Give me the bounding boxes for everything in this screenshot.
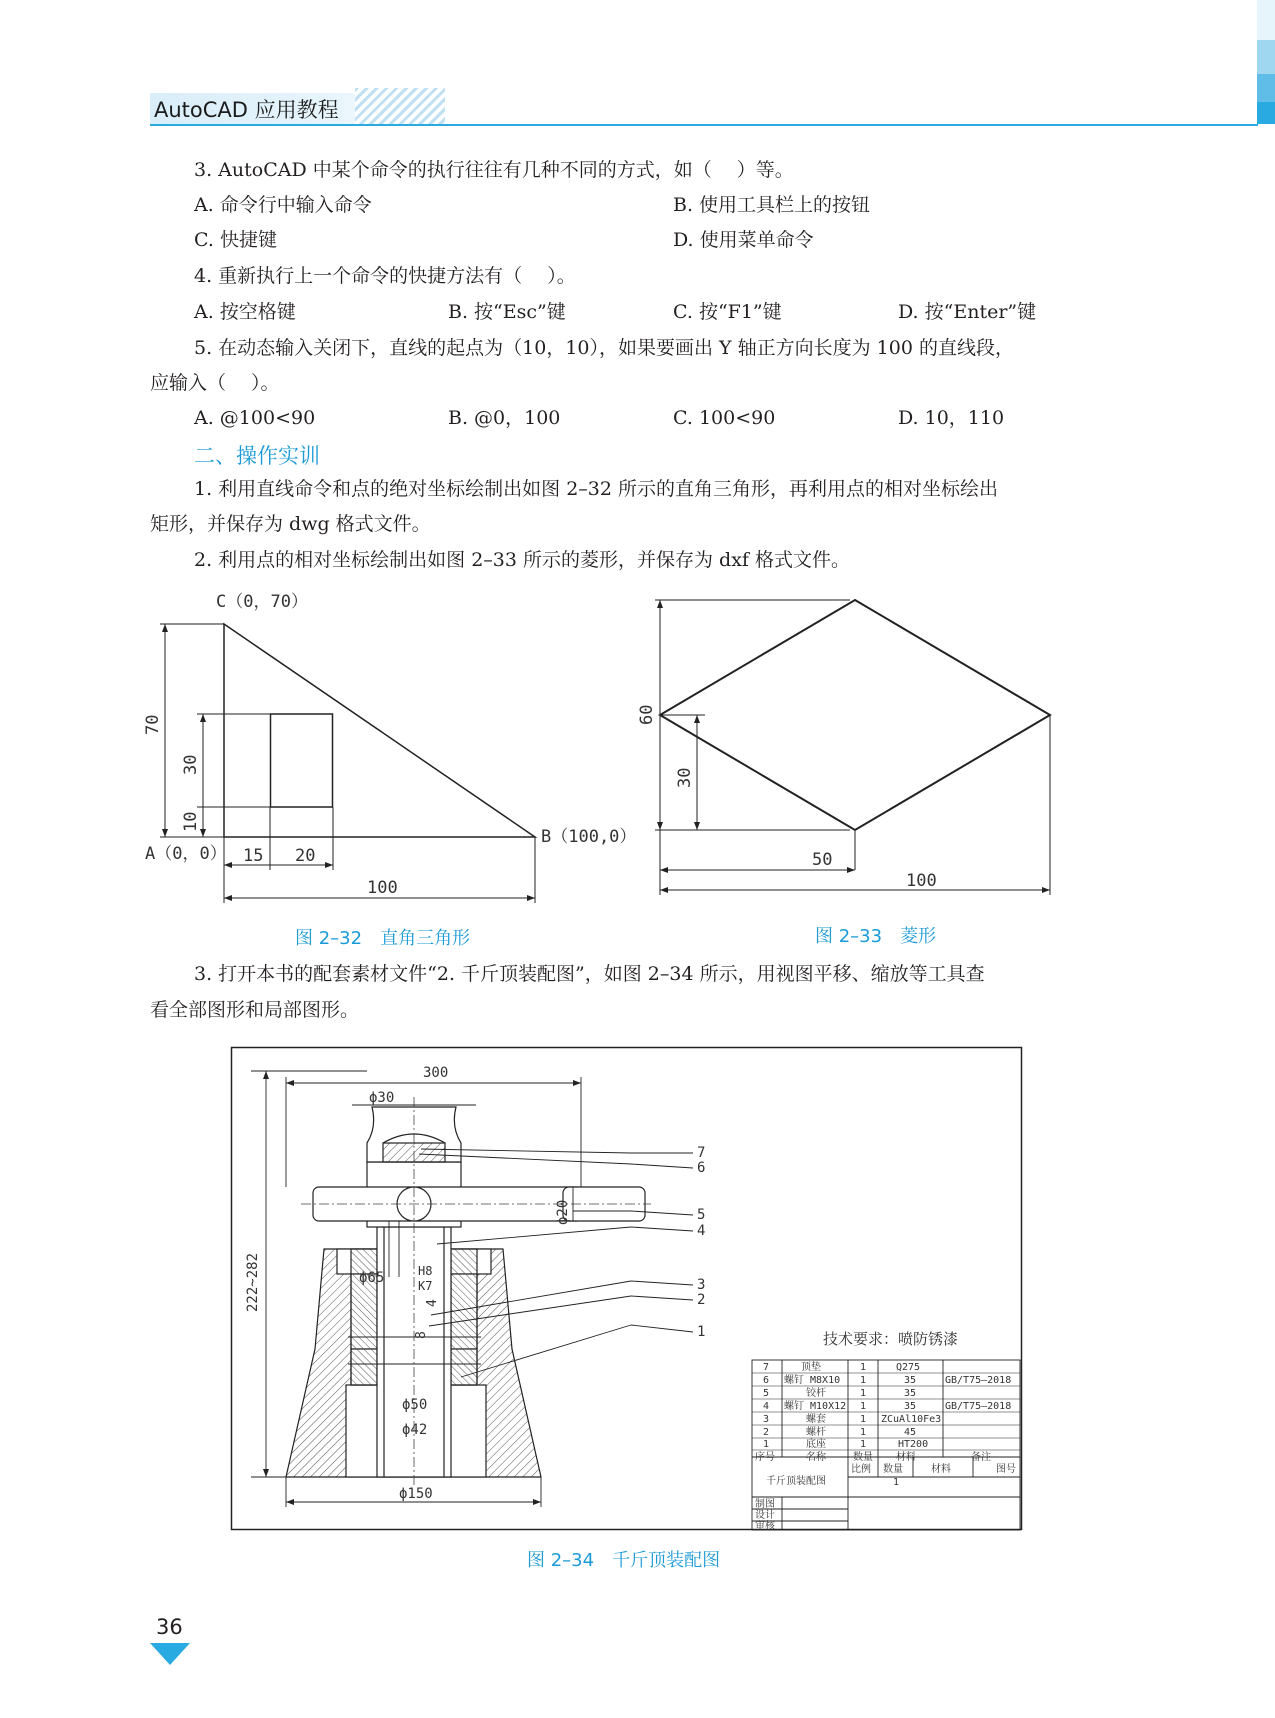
- title-quantity: 数量: [883, 1464, 903, 1475]
- task3-line2: 看全部图形和局部图形。: [150, 999, 360, 1021]
- dim-phi42-label: ϕ42: [402, 1422, 428, 1438]
- part-7-name: 顶垫: [801, 1362, 821, 1373]
- header-no: 序号: [755, 1452, 775, 1463]
- dim-100-label-rhombus: 100: [906, 871, 937, 891]
- fig-2-32-drawing: [140, 585, 637, 905]
- point-a-label: A（0，0）: [145, 844, 227, 864]
- dim-phi30-label: ϕ30: [369, 1090, 395, 1106]
- title-design: 设计: [755, 1510, 775, 1521]
- part-1-name: 底座: [806, 1439, 826, 1450]
- part-4-no: 4: [763, 1401, 770, 1412]
- side-tab-darkest: [1257, 102, 1275, 124]
- dim-300-label: 300: [423, 1065, 449, 1081]
- header-qty: 数量: [853, 1452, 873, 1463]
- q5-option-d: D. 10，110: [898, 407, 1005, 429]
- header-name: 名称: [806, 1452, 826, 1463]
- fig-2-33-dimensions: [630, 585, 1090, 905]
- q3-option-d: D. 使用菜单命令: [673, 229, 814, 251]
- dim-30-label-rhombus: 30: [675, 767, 695, 788]
- point-b-label: B（100,0）: [541, 827, 637, 847]
- part-6-note: GB/T75–2018: [945, 1375, 1012, 1386]
- header-note: 备注: [971, 1452, 991, 1463]
- q5-stem-line1: 5. 在动态输入关闭下，直线的起点为（10，10），如果要画出 Y 轴正方向长度为 100 的直线段，: [194, 337, 1014, 359]
- rectangle-shape: [271, 714, 333, 807]
- page-number: 36: [156, 1615, 183, 1639]
- dim-phi50-label: ϕ50: [402, 1397, 428, 1413]
- dim-20-label: 20: [295, 846, 316, 866]
- q4-option-d: D. 按“Enter”键: [898, 301, 1037, 323]
- callout-2: 2: [697, 1292, 706, 1308]
- tech-requirement: 技术要求：喷防锈漆: [823, 1330, 959, 1348]
- title-drawing-no: 图号: [996, 1464, 1016, 1475]
- fig-2-34-caption: 图 2–34 千斤顶装配图: [527, 1550, 721, 1571]
- part-5-name: 铰杆: [806, 1388, 826, 1399]
- q5-option-c: C. 100<90: [673, 407, 776, 429]
- part-2-material: 45: [904, 1427, 917, 1438]
- part-1-qty: 1: [860, 1439, 867, 1450]
- q4-stem: 4. 重新执行上一个命令的快捷方法有（ ）。: [194, 265, 576, 287]
- callout-6: 6: [697, 1160, 706, 1176]
- part-4-note: GB/T75–2018: [945, 1401, 1012, 1412]
- part-4-qty: 1: [860, 1401, 867, 1412]
- header-title: AutoCAD 应用教程: [154, 98, 339, 122]
- dim-phi150-label: ϕ150: [399, 1486, 433, 1502]
- part-2-qty: 1: [860, 1427, 867, 1438]
- title-drawn: 制图: [755, 1499, 775, 1510]
- fig-2-34-drawing: [231, 1047, 1023, 1531]
- callout-5: 5: [697, 1207, 706, 1223]
- q3-option-c: C. 快捷键: [194, 229, 277, 251]
- fit-h8-label: H8: [418, 1264, 433, 1278]
- fit-k7-label: K7: [418, 1279, 433, 1293]
- fig-2-32-caption: 图 2–32 直角三角形: [295, 928, 471, 949]
- dim-60-label: 60: [637, 704, 657, 725]
- dim-phi20-label: ϕ20: [555, 1199, 571, 1225]
- dim-70-label: 70: [143, 714, 163, 735]
- fig-2-33-caption: 图 2–33 菱形: [815, 926, 937, 947]
- part-3-qty: 1: [860, 1414, 867, 1425]
- page-marker-triangle: [150, 1643, 190, 1665]
- q4-option-a: A. 按空格键: [194, 301, 296, 323]
- part-7-qty: 1: [860, 1362, 867, 1373]
- part-6-qty: 1: [860, 1375, 867, 1386]
- part-2-no: 2: [763, 1427, 770, 1438]
- dim-15-label: 15: [243, 846, 264, 866]
- parts-rows: [752, 1360, 1020, 1532]
- title-review: 审核: [755, 1521, 775, 1532]
- part-6-no: 6: [763, 1375, 770, 1386]
- task3-line1: 3. 打开本书的配套素材文件“2. 千斤顶装配图”，如图 2–34 所示，用视图平移、缩放等工具查: [194, 963, 985, 985]
- q3-option-b: B. 使用工具栏上的按钮: [673, 194, 871, 216]
- part-1-no: 1: [763, 1439, 770, 1450]
- q4-option-c: C. 按“F1”键: [673, 301, 782, 323]
- part-3-no: 3: [763, 1414, 770, 1425]
- dim-height-label: 222~282: [245, 1252, 261, 1312]
- part-4-name: 螺钉 M10X12: [784, 1401, 847, 1412]
- q3-stem: 3. AutoCAD 中某个命令的执行往往有几种不同的方式，如（ ）等。: [194, 159, 794, 181]
- dim-30-label: 30: [181, 754, 201, 775]
- part-1-material: HT200: [898, 1439, 929, 1450]
- part-3-material: ZCuAl10Fe3: [881, 1414, 942, 1425]
- header-material: 材料: [896, 1452, 916, 1463]
- callout-1: 1: [697, 1324, 706, 1340]
- callout-4: 4: [697, 1223, 706, 1239]
- header-rule: [150, 124, 1258, 126]
- q4-option-b: B. 按“Esc”键: [448, 301, 566, 323]
- task2-text: 2. 利用点的相对坐标绘制出如图 2–33 所示的菱形，并保存为 dxf 格式文件。: [194, 549, 851, 571]
- part-7-material: Q275: [896, 1362, 921, 1373]
- side-tab-mid: [1257, 40, 1275, 74]
- callout-7: 7: [697, 1145, 706, 1161]
- q5-stem-line2: 应输入（ ）。: [150, 372, 280, 394]
- q3-option-a: A. 命令行中输入命令: [194, 194, 372, 216]
- part-2-name: 螺杆: [806, 1427, 826, 1438]
- point-c-label: C（0，70）: [216, 592, 308, 612]
- title-drawing-name: 千斤顶装配图: [766, 1476, 826, 1487]
- title-quantity-value: 1: [893, 1477, 900, 1488]
- title-material: 材料: [931, 1464, 951, 1475]
- part-7-no: 7: [763, 1362, 770, 1373]
- dim-phi65-label: ϕ65: [359, 1270, 385, 1286]
- dim-50-label: 50: [812, 850, 833, 870]
- dim-8-label: 8: [414, 1331, 429, 1339]
- part-5-no: 5: [763, 1388, 770, 1399]
- side-tab-dark: [1257, 74, 1275, 102]
- part-3-name: 螺套: [806, 1414, 826, 1425]
- q5-option-b: B. @0，100: [448, 407, 561, 429]
- section-title: 二、操作实训: [194, 444, 320, 468]
- callout-3: 3: [697, 1277, 706, 1293]
- task1-line2: 矩形，并保存为 dwg 格式文件。: [150, 513, 431, 535]
- part-4-material: 35: [904, 1401, 917, 1412]
- dim-4-label: 4: [425, 1299, 440, 1307]
- title-scale: 比例: [851, 1464, 871, 1475]
- q5-option-a: A. @100<90: [194, 407, 316, 429]
- header-stripes: [355, 88, 445, 125]
- dim-10-label: 10: [181, 811, 201, 832]
- side-tab-light: [1257, 0, 1275, 40]
- dim-100-label: 100: [367, 878, 398, 898]
- task1-line1: 1. 利用直线命令和点的绝对坐标绘制出如图 2–32 所示的直角三角形，再利用点的相对坐标绘出: [194, 478, 999, 500]
- part-6-material: 35: [904, 1375, 917, 1386]
- part-5-material: 35: [904, 1388, 917, 1399]
- part-6-name: 螺钉 M8X10: [784, 1375, 841, 1386]
- part-5-qty: 1: [860, 1388, 867, 1399]
